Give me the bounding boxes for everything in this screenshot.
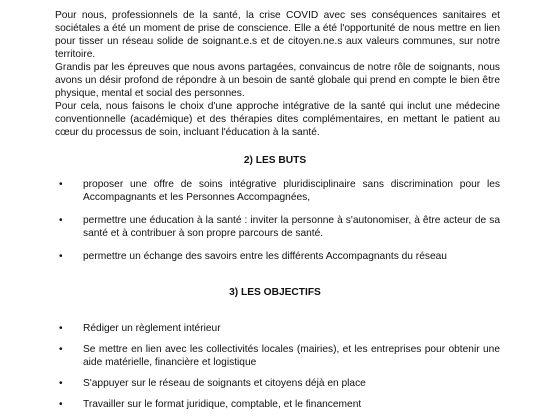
list-item — [55, 250, 500, 263]
bullet-icon: • — [59, 344, 63, 355]
list-item-text: proposer une offre de soins intégrative pluridisciplinaire sans discrimination pour les Accompagnants et les Personnes Accompagnées, — [83, 179, 500, 203]
list-item-text: Se mettre en lien avec les collectivités locales (mairies), et les entreprises pour obtenir une aide matérielle, financière et logistique — [83, 344, 500, 368]
list-item-text: Travailler sur le format juridique, comptable, et le financement — [83, 399, 362, 410]
intro-paragraph-2: Grandis par les épreuves que nous avons partagées, convaincus de notre rôle de soignants, nous avons un désir profond de répondre à un besoin de santé globale qui prend en compte le bien être physique, mental et social des personnes. — [55, 62, 500, 99]
objectifs-list — [55, 322, 500, 419]
bullet-icon: • — [59, 179, 63, 190]
bullet-icon: • — [59, 323, 63, 334]
intro-paragraph-3: Pour cela, nous faisons le choix d'une approche intégrative de la santé qui inclut une médecine conventionnelle (académique) et des thérapies dites complémentaires, en mettant le patient au cœur du processus de soin, incluant l'éducation à la santé. — [55, 101, 500, 138]
list-item — [55, 214, 500, 240]
buts-list — [55, 178, 500, 273]
intro-paragraph-1: Pour nous, professionnels de la santé, la crise COVID avec ses conséquences sanitaires et sociétales a été un moment de prise de conscience. Elle a été l'opportunité de nous mettre en lien pour tisser un réseau solide de soignant.e.s et de citoyen.ne.s aux valeurs communes, sur notre territoire. — [55, 10, 500, 60]
bullet-icon: • — [59, 251, 63, 262]
section-heading-buts: 2) LES BUTS — [243, 155, 307, 166]
intro-text — [55, 9, 500, 139]
list-item-text: permettre un échange des savoirs entre les différents Accompagnants du réseau — [83, 251, 447, 262]
list-item-text: S'appuyer sur le réseau de soignants et citoyens déjà en place — [83, 378, 366, 389]
bullet-icon: • — [59, 399, 63, 410]
list-item — [55, 322, 500, 335]
list-item — [55, 377, 500, 390]
section-heading-objectifs: 3) LES OBJECTIFS — [229, 287, 321, 298]
bullet-icon: • — [59, 378, 63, 389]
list-item — [55, 343, 500, 369]
list-item — [55, 178, 500, 204]
list-item — [55, 398, 500, 411]
bullet-icon: • — [59, 215, 63, 226]
list-item-text: Rédiger un règlement intérieur — [83, 323, 221, 334]
list-item-text: permettre une éducation à la santé : inviter la personne à s'autonomiser, à être acteur de sa santé et à contribuer à son propre parcours de santé. — [83, 215, 500, 239]
